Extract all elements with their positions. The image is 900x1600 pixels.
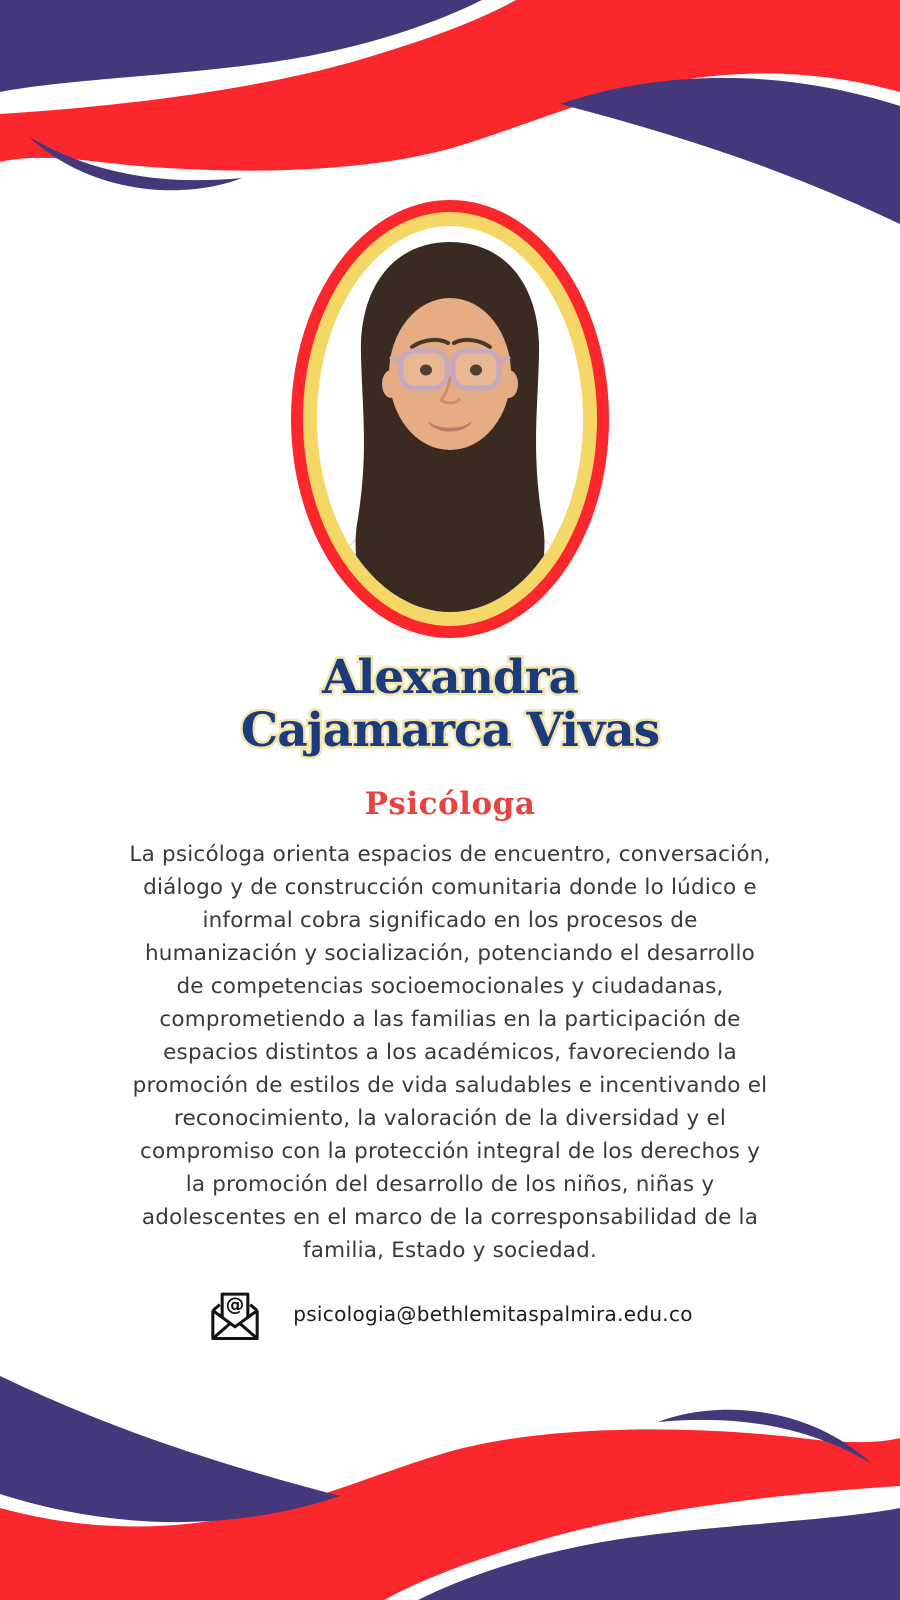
role-title: Psicóloga <box>364 786 536 822</box>
email-address: psicologia@bethlemitaspalmira.edu.co <box>293 1302 693 1326</box>
email-contact-row <box>0 1286 900 1342</box>
bottom-wave-decoration <box>0 1365 900 1600</box>
portrait-illustration <box>317 226 583 612</box>
person-name <box>0 652 900 757</box>
person-name-line2: Cajamarca Vivas <box>240 702 660 758</box>
portrait-photo <box>317 226 583 612</box>
email-envelope-at-icon <box>207 1286 263 1342</box>
svg-text:@: @ <box>225 1294 245 1316</box>
role-description: La psicóloga orienta espacios de encuentro, conversación, diálogo y de construcción comunitaria donde lo lúdico e informal cobra significado en los procesos de humanización y socialización, potenciando el desarrollo de competencias socioemocionales y ciudadanas, comprometiendo a las familias en la participación de espacios distintos a los académicos, favoreciendo la promoción de estilos de vida saludables e incentivando el reconocimiento, la valoración de la diversidad y el compromiso con la protección integral de los derechos y la promoción del desarrollo de los niños, niñas y adolescentes en el marco de la corresponsabilidad de la familia, Estado y sociedad. <box>129 842 771 1263</box>
portrait-inner-ring <box>303 212 597 626</box>
portrait-frame <box>291 200 609 638</box>
person-name-line1: Alexandra <box>322 650 578 705</box>
